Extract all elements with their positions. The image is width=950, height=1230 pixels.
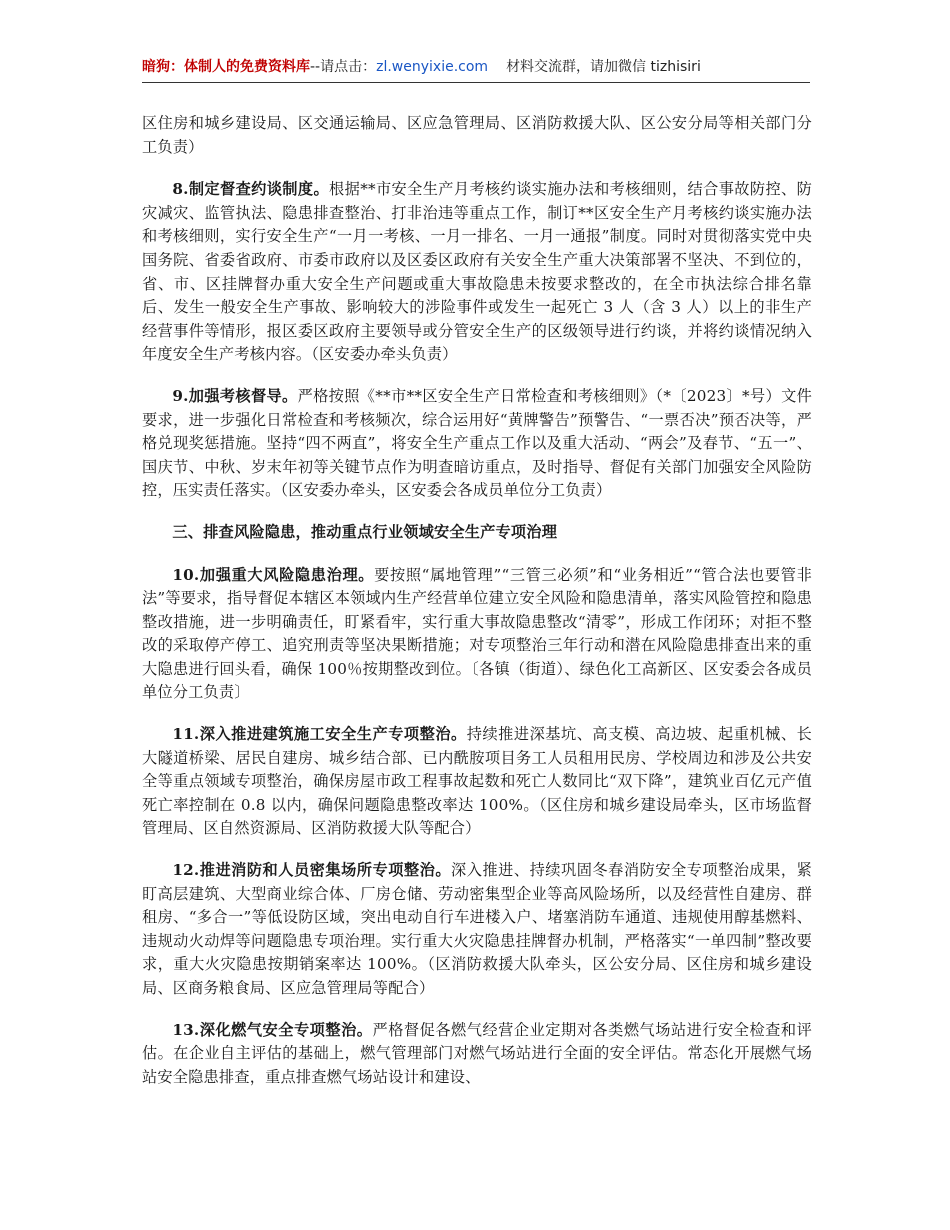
item-8-paragraph: [142, 178, 812, 367]
item-12-paragraph: [142, 859, 812, 1001]
header-brand: 暗狗：体制人的免费资料库: [142, 59, 310, 75]
header-url-link[interactable]: zl.wenyixie.com: [376, 59, 489, 75]
item-8-body: 根据**市安全生产月考核约谈实施办法和考核细则，结合事故防控、防灾减灾、监管执法、隐患排查整治、打非治违等重点工作，制订**区安全生产月考核约谈实施办法和考核细则，实行安全生产“一月一考核、一月一排名、一月一通报”制度。同时对贯彻落实党中央国务院、省委省政府、市委市政府以及区委区政府有关安全生产重大决策部署不坚决、不到位的，省、市、区挂牌督办重大安全生产问题或重大事故隐患未按要求整改的，在全市执法综合排名靠后、发生一般安全生产事故、影响较大的涉险事件或发生一起死亡 3 人（含 3 人）以上的非生产经营事件等情形，报区委区政府主要领导或分管安全生产的区级领导进行约谈，并将约谈情况纳入年度安全生产考核内容。（区安委办牵头负责）: [142, 180, 812, 364]
intro-paragraph: 区住房和城乡建设局、区交通运输局、区应急管理局、区消防救援大队、区公安分局等相关部门分工负责）: [142, 114, 812, 156]
item-13-body: 严格督促各燃气经营企业定期对各类燃气场站进行安全检查和评估。在企业自主评估的基础上，燃气管理部门对燃气场站进行全面的安全评估。常态化开展燃气场站安全隐患排查，重点排查燃气场站设计和建设、: [142, 1020, 812, 1086]
item-12-heading: 12.推进消防和人员密集场所专项整治。: [172, 861, 452, 880]
item-12-body: 深入推进、持续巩固冬春消防安全专项整治成果，紧盯高层建筑、大型商业综合体、厂房仓储、劳动密集型企业等高风险场所，以及经营性自建房、群租房、“多合一”等低设防区域，突出电动自行车进楼入户、堵塞消防车通道、违规使用醇基燃料、违规动火动焊等问题隐患专项治理。实行重大火灾隐患挂牌督办机制，严格落实“一单四制”整改要求，重大火灾隐患按期销案率达 100%。（区消防救援大队牵头，区公安分局、区住房和城乡建设局、区商务粮食局、区应急管理局等配合）: [142, 861, 812, 997]
item-11-paragraph: [142, 723, 812, 841]
item-9-heading: 9.加强考核督导。: [172, 386, 298, 405]
document-body: [142, 112, 812, 1107]
header-note: 材料交流群，请加微信 tizhisiri: [506, 59, 701, 75]
item-9-body: 严格按照《**市**区安全生产日常检查和考核细则》（*〔2023〕*号）文件要求，进一步强化日常检查和考核频次，综合运用好“黄牌警告”预警告、“一票否决”预否决等，严格兑现奖惩措施。坚持“四不两直”，将安全生产重点工作以及重大活动、“两会”及春节、“五一”、国庆节、中秋、岁末年初等关键节点作为明查暗访重点，及时指导、督促有关部门加强安全风险防控，压实责任落实。（区安委办牵头，区安委会各成员单位分工负责）: [142, 386, 812, 500]
item-8-heading: 8.制定督查约谈制度。: [172, 180, 330, 199]
item-13-heading: 13.深化燃气安全专项整治。: [172, 1020, 373, 1039]
item-10-heading: 10.加强重大风险隐患治理。: [172, 565, 375, 584]
section-3-heading: 三、排查风险隐患，推动重点行业领域安全生产专项治理: [172, 522, 558, 541]
item-13-paragraph: [142, 1019, 812, 1090]
header-prompt: --请点击：: [310, 59, 377, 75]
item-9-paragraph: [142, 385, 812, 503]
item-11-heading: 11.深入推进建筑施工安全生产专项整治。: [172, 725, 467, 744]
item-11-body: 持续推进深基坑、高支模、高边坡、起重机械、长大隧道桥梁、居民自建房、城乡结合部、已内酰胺项目务工人员租用民房、学校周边和涉及公共安全等重点领域专项整治，确保房屋市政工程事故起数和死亡人数同比“双下降”，建筑业百亿元产值死亡率控制在 0.8 以内，确保问题隐患整改率达 100%。（区住房和城乡建设局牵头，区市场监督管理局、区自然资源局、区消防救援大队等配合）: [142, 725, 812, 838]
page-header: [142, 56, 810, 83]
item-10-body: 要按照“属地管理”“三管三必须”和“业务相近”“管合法也要管非法”等要求，指导督促本辖区本领域内生产经营单位建立安全风险和隐患清单，落实风险管控和隐患整改措施，进一步明确责任，盯紧看牢，实行重大事故隐患整改“清零”，形成工作闭环；对拒不整改的采取停产停工、追究刑责等坚决果断措施；对专项整治三年行动和潜在风险隐患排查出来的重大隐患进行回头看，确保 100％按期整改到位。〔各镇（街道）、绿色化工高新区、区安委会各成员单位分工负责〕: [142, 565, 812, 702]
item-10-paragraph: [142, 564, 812, 706]
